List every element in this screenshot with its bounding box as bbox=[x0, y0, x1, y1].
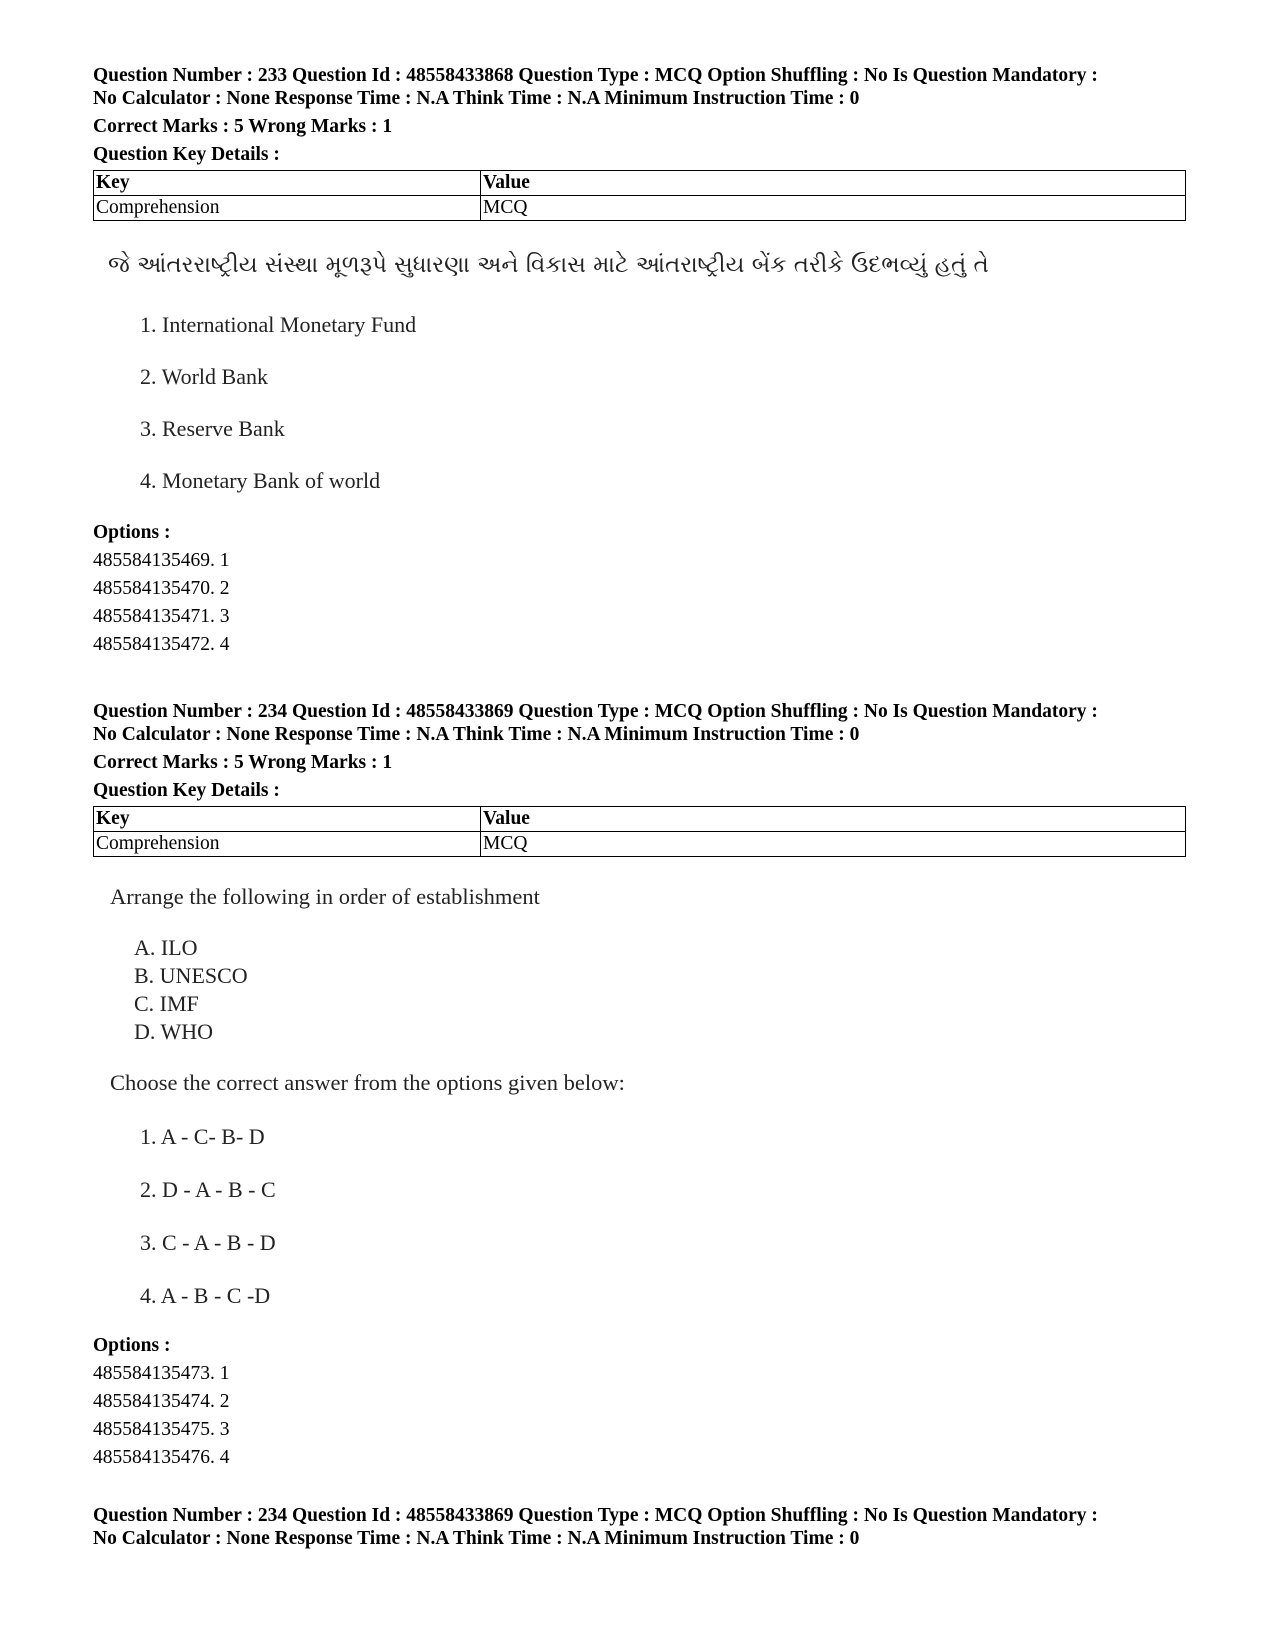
table-row bbox=[94, 832, 1186, 857]
choice-item: 1. International Monetary Fund bbox=[140, 312, 417, 337]
option-line: 485584135475. 3 bbox=[93, 1419, 230, 1440]
question-instruction: Choose the correct answer from the options given below: bbox=[110, 1070, 625, 1095]
table-header-key: Key bbox=[94, 171, 481, 196]
options-label: Options : bbox=[93, 1335, 171, 1356]
table-header-row bbox=[94, 171, 1186, 196]
list-item: A. ILO bbox=[134, 935, 198, 960]
option-line: 485584135473. 1 bbox=[93, 1363, 230, 1384]
question-meta-line: Question Number : 233 Question Id : 48558433868 Question Type : MCQ Option Shuffling : No Is Question Mandatory : bbox=[93, 65, 1098, 86]
table-header-value: Value bbox=[481, 171, 1186, 196]
question-meta-line: No Calculator : None Response Time : N.A Think Time : N.A Minimum Instruction Time : 0 bbox=[93, 88, 860, 109]
question-text: Arrange the following in order of establishment bbox=[110, 884, 540, 909]
options-label: Options : bbox=[93, 522, 171, 543]
question-234-repeat-header bbox=[93, 1504, 1188, 1550]
table-cell-key: Comprehension bbox=[94, 832, 481, 857]
question-meta-line: Question Number : 234 Question Id : 48558433869 Question Type : MCQ Option Shuffling : No Is Question Mandatory : bbox=[93, 701, 1098, 722]
option-line: 485584135476. 4 bbox=[93, 1447, 230, 1468]
table-row bbox=[94, 196, 1186, 221]
choice-item: 4. A - B - C -D bbox=[140, 1283, 271, 1308]
choice-item: 3. Reserve Bank bbox=[140, 416, 285, 441]
question-233-header bbox=[93, 64, 1188, 221]
question-marks: Correct Marks : 5 Wrong Marks : 1 bbox=[93, 116, 393, 137]
question-234-header bbox=[93, 700, 1188, 857]
list-item: B. UNESCO bbox=[134, 963, 248, 988]
table-header-key: Key bbox=[94, 807, 481, 832]
table-cell-value: MCQ bbox=[481, 196, 1186, 221]
table-header-value: Value bbox=[481, 807, 1186, 832]
table-cell-key: Comprehension bbox=[94, 196, 481, 221]
option-line: 485584135472. 4 bbox=[93, 634, 230, 655]
key-details-label: Question Key Details : bbox=[93, 144, 280, 165]
question-marks: Correct Marks : 5 Wrong Marks : 1 bbox=[93, 752, 393, 773]
option-line: 485584135469. 1 bbox=[93, 550, 230, 571]
key-details-table bbox=[93, 170, 1186, 221]
choice-item: 3. C - A - B - D bbox=[140, 1230, 276, 1255]
key-details-label: Question Key Details : bbox=[93, 780, 280, 801]
table-header-row bbox=[94, 807, 1186, 832]
question-meta-line: No Calculator : None Response Time : N.A Think Time : N.A Minimum Instruction Time : 0 bbox=[93, 1528, 860, 1549]
list-item: C. IMF bbox=[134, 991, 199, 1016]
question-text: જે આંતરરાષ્ટ્રીય સંસ્થા મૂળરૂપે સુધારણા અને વિકાસ માટે આંતરાષ્ટ્રીય બેંક તરીકે ઉદભવ્યું હતું તે bbox=[108, 252, 989, 278]
option-line: 485584135474. 2 bbox=[93, 1391, 230, 1412]
question-meta-line: No Calculator : None Response Time : N.A Think Time : N.A Minimum Instruction Time : 0 bbox=[93, 724, 860, 745]
question-meta-line: Question Number : 234 Question Id : 48558433869 Question Type : MCQ Option Shuffling : No Is Question Mandatory : bbox=[93, 1505, 1098, 1526]
list-item: D. WHO bbox=[134, 1019, 214, 1044]
option-line: 485584135470. 2 bbox=[93, 578, 230, 599]
table-cell-value: MCQ bbox=[481, 832, 1186, 857]
choice-item: 4. Monetary Bank of world bbox=[140, 468, 381, 493]
option-line: 485584135471. 3 bbox=[93, 606, 230, 627]
key-details-table bbox=[93, 806, 1186, 857]
choice-item: 2. D - A - B - C bbox=[140, 1177, 276, 1202]
choice-item: 1. A - C- B- D bbox=[140, 1124, 265, 1149]
choice-item: 2. World Bank bbox=[140, 364, 268, 389]
